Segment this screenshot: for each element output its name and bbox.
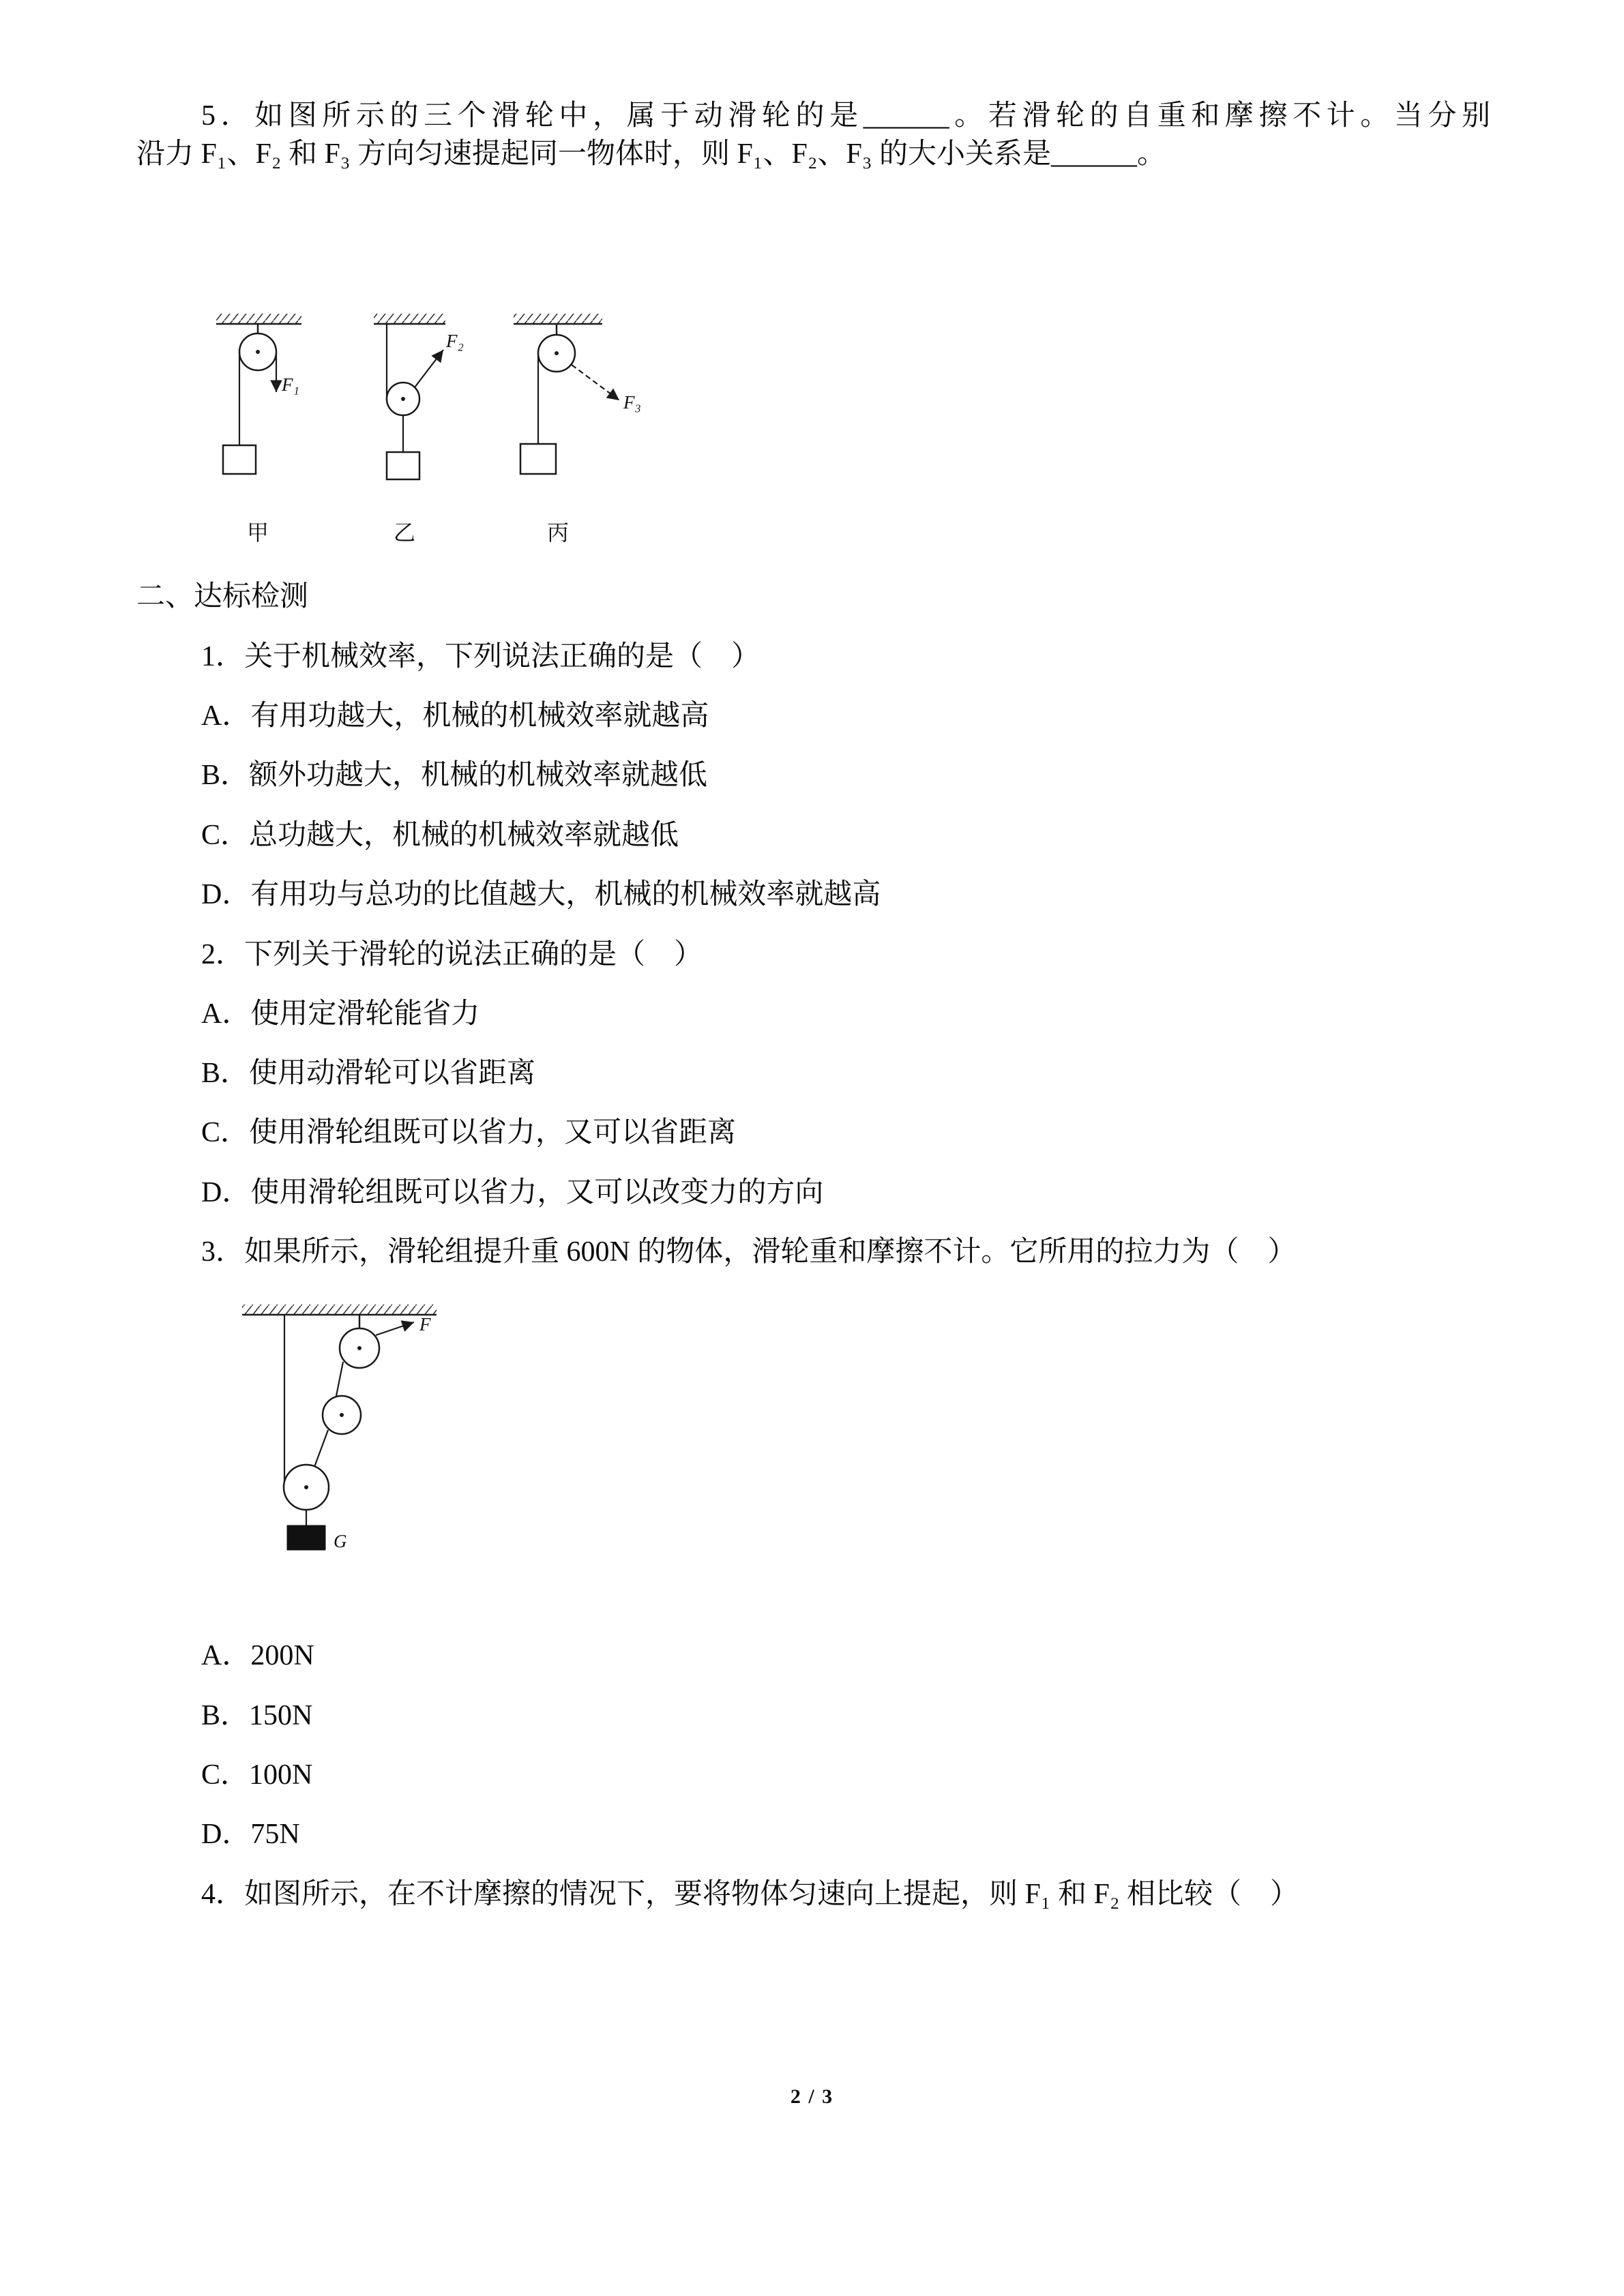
fixed-pulley-bing-icon xyxy=(514,314,619,474)
question-4-stem: 4．如图所示，在不计摩擦的情况下，要将物体匀速向上提起，则 F₁ 和 F₂ 相比较（ ） xyxy=(201,1879,1299,1910)
question-1-option-b: B．额外功越大，机械的机械效率就越低 xyxy=(201,760,708,791)
question-5-text-line-1: 5．如图所示的三个滑轮中，属于动滑轮的是______。若滑轮的自重和摩擦不计。当分别 xyxy=(201,100,1490,132)
question-1-stem: 1．关于机械效率，下列说法正确的是（ ） xyxy=(201,641,761,672)
force-f-label: F xyxy=(419,1314,431,1335)
question-3-option-c: C．100N xyxy=(201,1759,313,1791)
pulley-block-diagram xyxy=(194,1285,515,1579)
force-f1-label: F₁ xyxy=(282,374,299,395)
question-2-option-a: A．使用定滑轮能省力 xyxy=(201,998,480,1030)
question-3-stem: 3．如果所示，滑轮组提升重 600N 的物体，滑轮重和摩擦不计。它所用的拉力为（ ） xyxy=(201,1236,1297,1268)
pulley-jia-label: 甲 xyxy=(247,520,269,545)
weight-g-label: G xyxy=(334,1531,347,1551)
question-2-option-c: C．使用滑轮组既可以省力，又可以省距离 xyxy=(201,1117,737,1148)
pulley-yi-label: 乙 xyxy=(394,520,416,545)
question-3-option-a: A．200N xyxy=(201,1640,314,1671)
three-pulleys-figure xyxy=(208,310,672,549)
pulley-block-icon xyxy=(242,1304,437,1550)
pulley-block-figure xyxy=(194,1285,515,1582)
question-3-option-d: D．75N xyxy=(201,1819,300,1850)
movable-pulley-yi-icon xyxy=(374,314,445,479)
question-1-option-d: D．有用功与总功的比值越大，机械的机械效率就越高 xyxy=(201,879,881,910)
section-2-title: 二、达标检测 xyxy=(136,581,309,612)
question-3-option-b: B．150N xyxy=(201,1700,313,1731)
pulley-bing-label: 丙 xyxy=(547,520,570,545)
question-1-option-c: C．总功越大，机械的机械效率就越低 xyxy=(201,820,679,851)
question-1-option-a: A．有用功越大，机械的机械效率就越高 xyxy=(201,700,709,732)
force-f2-label: F₂ xyxy=(446,331,464,351)
question-2-option-b: B．使用动滑轮可以省距离 xyxy=(201,1058,536,1089)
page-number: 2 / 3 xyxy=(790,2085,834,2108)
question-2-option-d: D．使用滑轮组既可以省力，又可以改变力的方向 xyxy=(201,1177,824,1208)
question-5-text-line-2: 沿力 F₁、F₂ 和 F₃ 方向匀速提起同一物体时，则 F₁、F₂、F₃ 的大小关系是______。 xyxy=(136,138,1166,170)
force-f3-label: F₃ xyxy=(623,392,641,413)
question-2-stem: 2．下列关于滑轮的说法正确的是（ ） xyxy=(201,939,703,970)
three-pulleys-diagram xyxy=(208,310,672,546)
